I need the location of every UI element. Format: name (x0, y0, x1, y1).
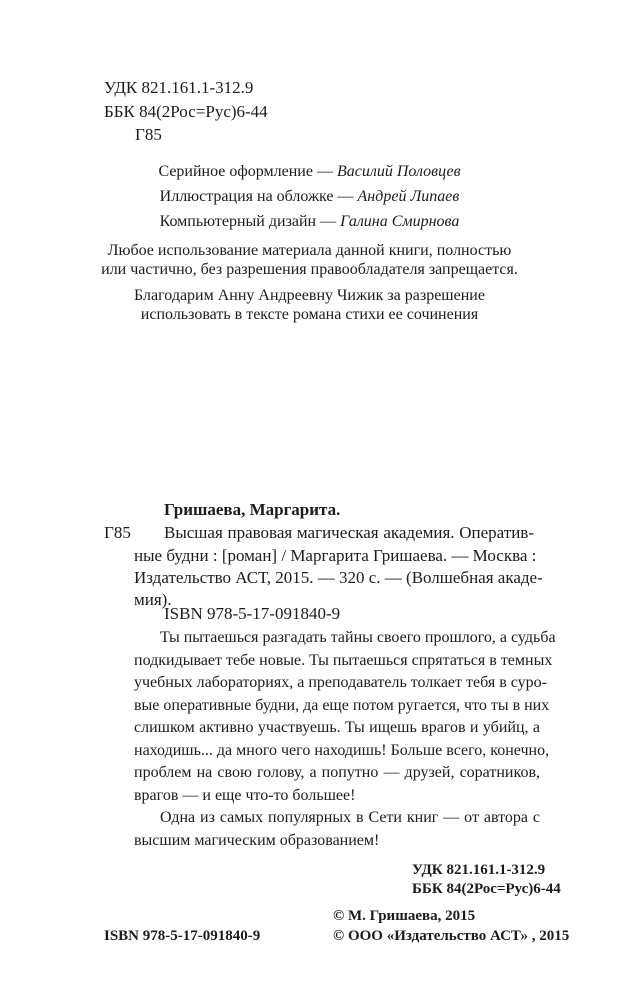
udk-code: УДК 821.161.1-312.9 (104, 78, 254, 97)
annotation-line: учебных лабораториях, а преподаватель толкает тебя в суро- (134, 674, 547, 691)
annotation-paragraph-2 (134, 807, 540, 852)
annotation-line: врагов — и еще что-то большее! (134, 786, 356, 804)
annotation-line: Ты пытаешься разгадать тайны своего прошлого, а судьба (160, 629, 556, 646)
catalog-mark: Г85 (104, 523, 131, 542)
catalog-description-line: Высшая правовая магическая академия. Оператив- (164, 523, 534, 542)
copyright-publisher: © ООО «Издательство АСТ» , 2015 (333, 928, 570, 944)
bottom-bbk-code: ББК 84(2Рос=Рус)6-44 (412, 881, 561, 897)
annotation-line: Одна из самых популярных в Сети книг — от автора с (160, 809, 540, 826)
copyright-notice-line: Любое использование материала данной книги, полностью (107, 242, 512, 259)
catalog-description (164, 522, 534, 544)
acknowledgement-line: использовать в тексте романа стихи ее сочинения (140, 306, 479, 323)
credit-cover-illustration (0, 186, 619, 207)
annotation-line: проблем на свою голову, а попутно — друзей, соратников, (134, 764, 540, 781)
credit-role: Компьютерный дизайн — (159, 213, 337, 230)
author-mark: Г85 (135, 125, 162, 144)
annotation-line: слишком активно участвуешь. Ты ищешь врагов и убийц, а (134, 719, 540, 736)
credit-name: Галина Смирнова (340, 213, 460, 230)
catalog-description-line: мия). (134, 590, 172, 609)
credit-name: Андрей Липаев (357, 188, 460, 205)
annotation-paragraph-1 (134, 627, 556, 807)
catalog-description-line: Издательство АСТ, 2015. — 320 с. — (Волшебная акаде- (134, 568, 543, 587)
catalog-description-line: ные будни : [роман] / Маргарита Гришаева. — Москва : (134, 546, 537, 565)
catalog-author-heading: Гришаева, Маргарита. (164, 500, 341, 519)
catalog-isbn: ISBN 978-5-17-091840-9 (164, 604, 341, 623)
annotation-line: высшим магическим образованием! (134, 831, 380, 849)
bbk-code: ББК 84(2Рос=Рус)6-44 (104, 102, 268, 121)
credit-role: Иллюстрация на обложке — (159, 188, 354, 205)
annotation-line: вые оперативные будни, да еще потом ругается, что ты в них (134, 696, 550, 714)
credit-series-design (0, 161, 619, 182)
copyright-author: © М. Гришаева, 2015 (333, 908, 476, 924)
acknowledgement-line: Благодарим Анну Андреевну Чижик за разрешение (134, 287, 485, 304)
credit-role: Серийное оформление — (158, 163, 333, 180)
annotation-line: находишь... да много чего находишь! Больше всего, конечно, (134, 741, 550, 759)
annotation-line: подкидывает тебе новые. Ты пытаешься спрятаться в темных (134, 651, 553, 669)
credit-computer-design (0, 211, 619, 232)
credit-name: Василий Половцев (336, 163, 461, 180)
bottom-udk-code: УДК 821.161.1-312.9 (412, 862, 546, 878)
copyright-notice-line: или частично, без разрешения правообладателя запрещается. (101, 261, 518, 278)
footer-isbn: ISBN 978-5-17-091840-9 (104, 928, 261, 944)
